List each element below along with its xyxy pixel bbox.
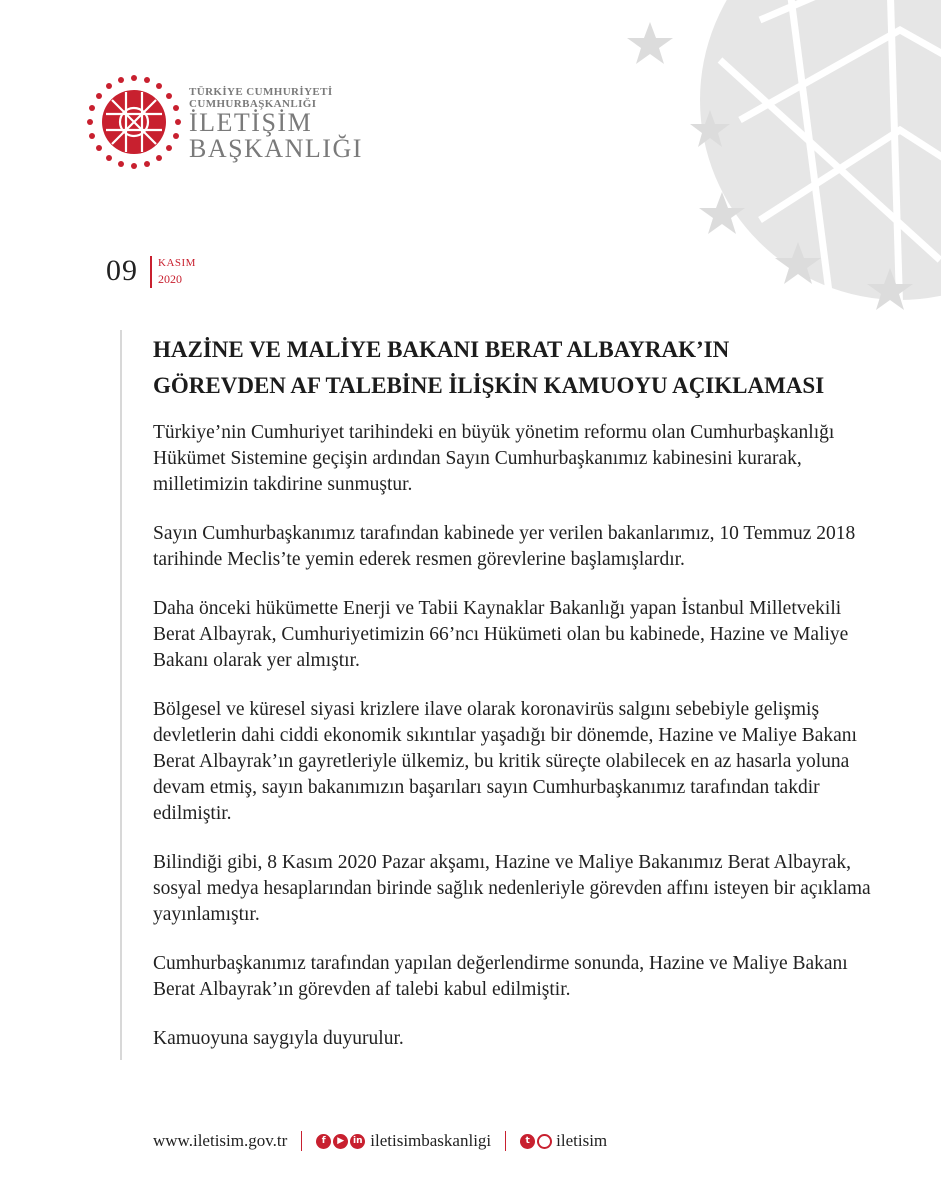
paragraph: Türkiye’nin Cumhuriyet tarihindeki en büyük yönetim reformu olan Cumhurbaşkanlığı Hükümet Sistemine geçişin ardından Sayın Cumhurbaşkanımız kabinesini kurarak, milletimizin takdirine sunmuştur. — [153, 422, 835, 495]
footer — [153, 1126, 607, 1156]
logo-line-4: BAŞKANLIĞI — [189, 134, 363, 163]
logo-line-1: TÜRKİYE CUMHURİYETİ — [189, 86, 333, 98]
title-line-2: GÖREVDEN AF TALEBİNE İLİŞKİN KAMUOYU AÇIKLAMASI — [153, 373, 825, 398]
date-year: 2020 — [158, 272, 182, 286]
footer-divider — [505, 1131, 506, 1151]
paragraph: Daha önceki hükümette Enerji ve Tabii Kaynaklar Bakanlığı yapan İstanbul Milletvekili Berat Albayrak, Cumhuriyetimizin 66’ncı Hükümeti olan bu kabinede, Hazine ve Maliye Bakanı olarak yer almıştır. — [153, 598, 849, 671]
paragraph: Bilindiği gibi, 8 Kasım 2020 Pazar akşamı, Hazine ve Maliye Bakanımız Berat Albayrak, sosyal medya hesaplarından birinde sağlık nedenleriyle görevden affını isteyen bir açıklama yayınlamıştır. — [153, 852, 871, 925]
paragraph: Bölgesel ve küresel siyasi krizlere ilave olarak koronavirüs salgını sebebiyle gelişmiş devletlerin dahi ciddi ekonomik sıkıntılar yaşadığı bir dönemde, Hazine ve Maliye Bakanı Berat Albayrak’ın gayretleriyle ülkemiz, bu kritik süreçte olabilecek en az hasarla yoluna devam etmiş, sayın bakanımızın başarıları sayın Cumhurbaşkanımız tarafından takdir edilmiştir. — [153, 699, 857, 824]
logo-line-2: CUMHURBAŞKANLIĞI — [189, 98, 317, 110]
statement-body — [153, 420, 873, 1075]
website-link[interactable]: www.iletisim.gov.tr — [153, 1131, 288, 1150]
paragraph: Cumhurbaşkanımız tarafından yapılan değerlendirme sonunda, Hazine ve Maliye Bakanı Berat Albayrak’ın görevden af talebi kabul edilmiştir. — [153, 953, 848, 1000]
logo-line-3: İLETİŞİM — [189, 108, 313, 137]
date-separator — [150, 256, 152, 288]
instagram-icon[interactable] — [537, 1134, 552, 1149]
facebook-icon[interactable]: f — [316, 1134, 331, 1149]
linkedin-icon[interactable]: in — [350, 1134, 365, 1149]
presidency-emblem-icon — [84, 72, 184, 172]
logo-text — [189, 86, 363, 162]
title-line-1: HAZİNE VE MALİYE BAKANI BERAT ALBAYRAK’IN — [153, 337, 730, 362]
youtube-icon[interactable]: ▶ — [333, 1134, 348, 1149]
page-title — [153, 332, 893, 404]
logo — [84, 72, 363, 172]
social-handle-primary[interactable]: iletisimbaskanligi — [370, 1131, 492, 1150]
vertical-divider — [120, 330, 122, 1060]
footer-divider — [301, 1131, 302, 1151]
twitter-icon[interactable]: t — [520, 1134, 535, 1149]
social-handle-secondary[interactable]: iletisim — [556, 1131, 608, 1150]
paragraph: Sayın Cumhurbaşkanımız tarafından kabinede yer verilen bakanlarımız, 10 Temmuz 2018 tarihinde Meclis’te yemin ederek resmen görevlerine başlamışlardır. — [153, 523, 856, 570]
date-day: 09 — [106, 254, 138, 287]
decorative-emblem — [600, 0, 941, 330]
closing-line: Kamuoyuna saygıyla duyurulur. — [153, 1028, 404, 1049]
date-month: KASIM — [158, 257, 196, 269]
